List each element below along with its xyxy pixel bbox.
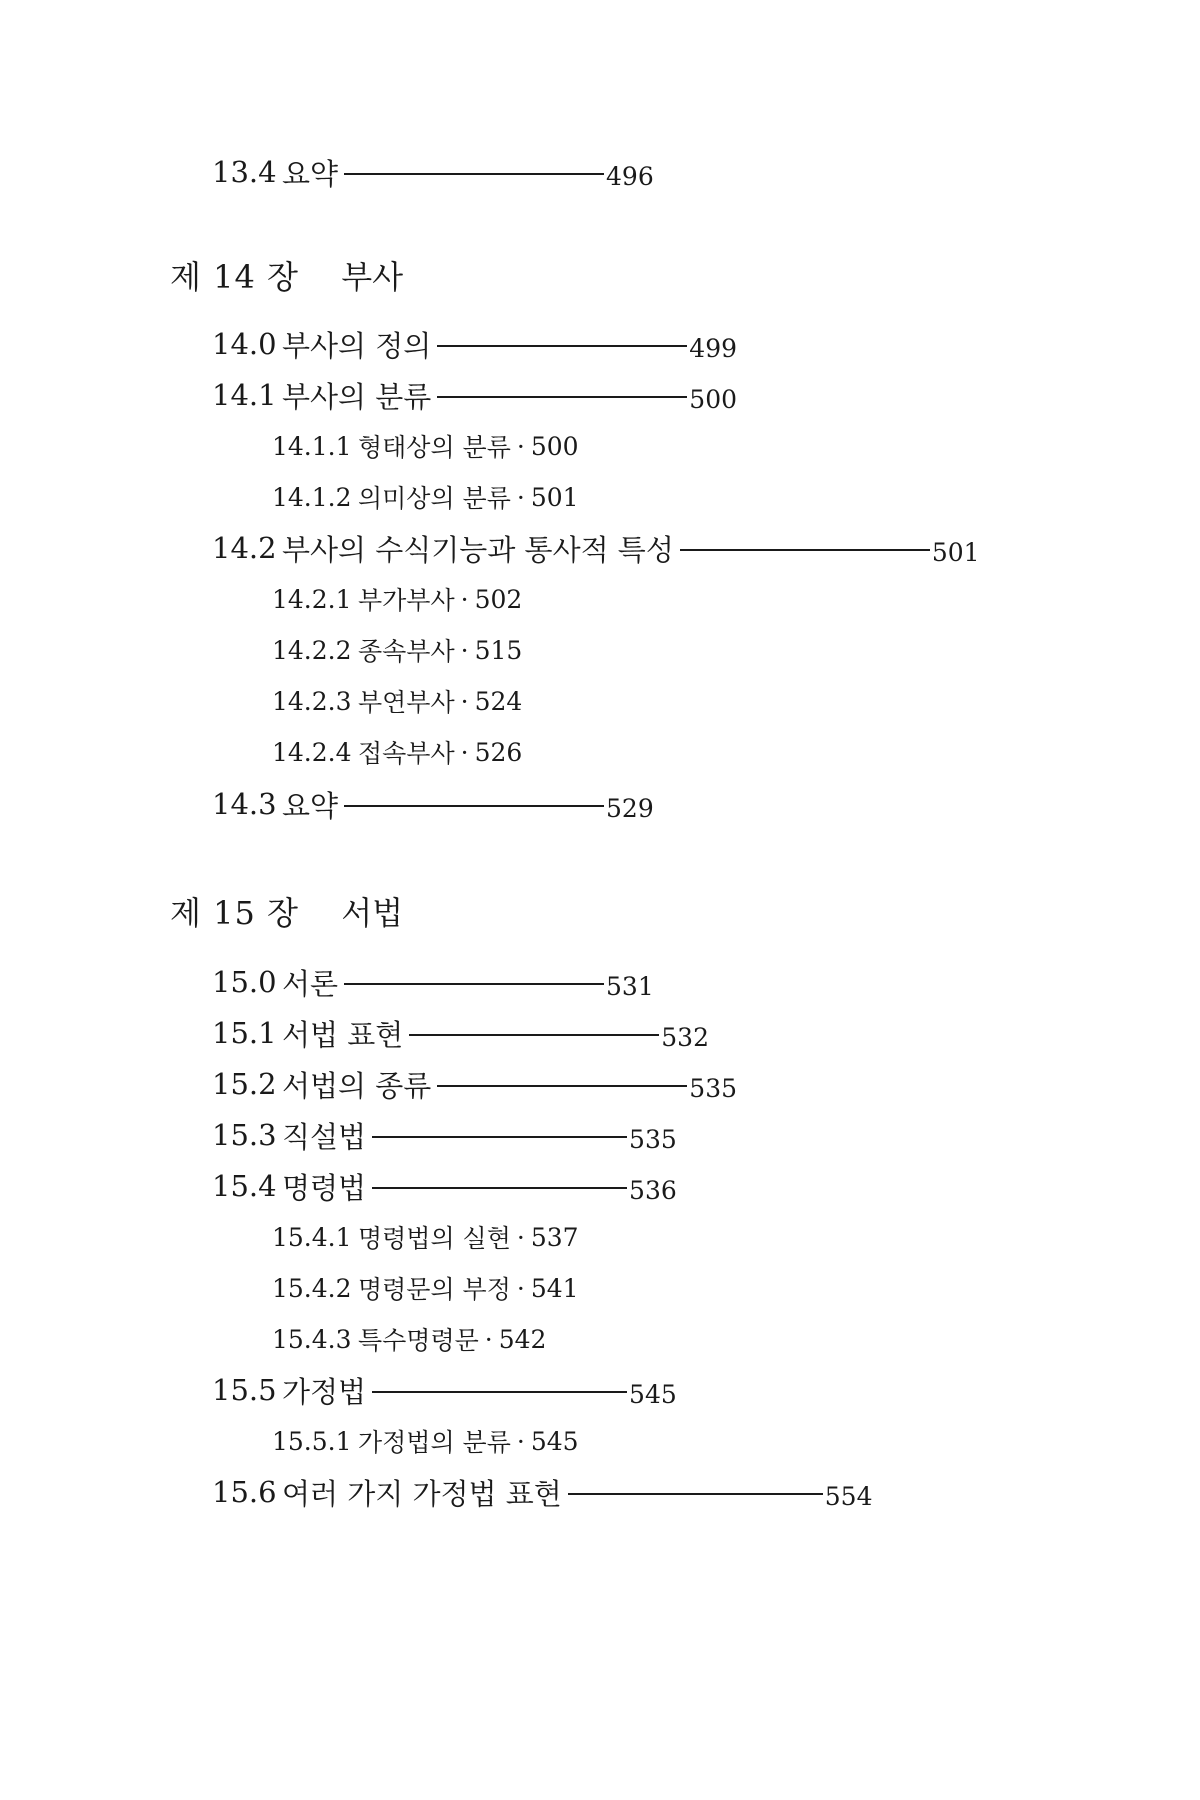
section-number: 14.0 [212,327,277,361]
toc-entry[interactable] [212,1062,737,1106]
section-number: 15.0 [212,965,277,999]
section-number: 14.3 [212,787,277,821]
page-number: 535 [689,1073,738,1103]
page-number: 537 [530,1222,579,1252]
subsection-number: 15.4.2 [272,1273,352,1303]
section-number: 15.6 [212,1475,277,1509]
subsection-number: 15.4.3 [272,1324,352,1354]
section-number: 15.1 [212,1016,277,1050]
dot-leader [437,345,687,347]
section-title: 서론 [282,966,339,1001]
subsection-number: 15.5.1 [272,1426,352,1456]
page-number: 499 [689,333,738,363]
chapter-title: 부사 [341,258,404,296]
section-number: 15.4 [212,1169,277,1203]
toc-entry[interactable] [212,1113,677,1157]
page-number: 501 [530,482,579,512]
subsection-title: 명령법의 실현 [358,1224,511,1253]
chapter-title: 서법 [341,894,404,932]
toc-entry[interactable] [212,1470,873,1514]
page-number: 536 [629,1175,677,1205]
subsection-title: 가정법의 분류 [358,1428,511,1457]
toc-subentry[interactable] [272,475,579,519]
section-title: 명령법 [282,1170,367,1205]
subsection-number: 14.2.1 [272,584,352,614]
section-title: 부사의 분류 [282,379,432,414]
subsection-title: 특수명령문 [358,1326,479,1355]
page-number: 542 [498,1324,547,1354]
toc-entry[interactable] [212,782,654,826]
toc-entry[interactable] [212,1368,677,1412]
section-title: 부사의 정의 [282,328,432,363]
toc-subentry[interactable] [272,679,522,723]
section-title: 부사의 수식기능과 통사적 특성 [282,532,674,567]
dot-leader [437,396,687,398]
toc-subentry[interactable] [272,1215,579,1259]
page-number: 532 [661,1022,709,1052]
toc-entry[interactable] [212,1011,709,1055]
toc-entry[interactable] [212,1164,677,1208]
dot-leader [680,549,930,551]
page-number: 545 [530,1426,579,1456]
chapter-heading-15 [170,888,403,934]
toc-subentry[interactable] [272,1419,579,1463]
page-number: 496 [606,161,654,191]
subsection-title: 부가부사 [358,586,455,615]
separator-dot: · [516,1273,525,1303]
toc-entry[interactable] [212,526,980,570]
toc-entry-13-4[interactable] [212,150,654,194]
toc-entry[interactable] [212,373,737,417]
dot-leader [372,1136,627,1138]
chapter-heading-14 [170,252,403,298]
separator-dot: · [484,1324,493,1354]
subsection-number: 14.2.2 [272,635,352,665]
page-number: 500 [530,431,579,461]
subsection-number: 14.1.2 [272,482,352,512]
subsection-title: 형태상의 분류 [358,433,511,462]
page-number: 541 [530,1273,579,1303]
toc-subentry[interactable] [272,628,522,672]
subsection-title: 명령문의 부정 [358,1275,511,1304]
subsection-number: 15.4.1 [272,1222,352,1252]
separator-dot: · [460,737,469,767]
section-title: 요약 [282,788,339,823]
dot-leader [372,1391,627,1393]
page-number: 535 [629,1124,677,1154]
section-number: 15.2 [212,1067,277,1101]
separator-dot: · [516,482,525,512]
toc-entry[interactable] [212,960,654,1004]
separator-dot: · [460,635,469,665]
subsection-title: 부연부사 [358,688,455,717]
dot-leader [344,805,604,807]
page-number: 529 [606,793,654,823]
section-title: 서법 표현 [282,1017,404,1052]
subsection-number: 14.2.4 [272,737,352,767]
toc-subentry[interactable] [272,1317,546,1361]
page-number: 554 [824,1481,873,1511]
dot-leader [568,1493,823,1495]
section-title: 여러 가지 가정법 표현 [282,1476,562,1511]
separator-dot: · [516,1222,525,1252]
page-number: 531 [606,971,654,1001]
separator-dot: · [516,1426,525,1456]
separator-dot: · [460,686,469,716]
toc-subentry[interactable] [272,730,522,774]
dot-leader [344,173,604,175]
toc-subentry[interactable] [272,1266,579,1310]
separator-dot: · [460,584,469,614]
page-number: 500 [689,384,738,414]
section-title: 요약 [282,156,339,191]
subsection-number: 14.1.1 [272,431,352,461]
toc-entry[interactable] [212,322,737,366]
dot-leader [372,1187,627,1189]
section-title: 직설법 [282,1119,367,1154]
section-title: 가정법 [282,1374,367,1409]
section-number: 15.5 [212,1373,277,1407]
section-title: 서법의 종류 [282,1068,432,1103]
dot-leader [344,983,604,985]
toc-subentry[interactable] [272,424,579,468]
section-number: 15.3 [212,1118,277,1152]
dot-leader [409,1034,659,1036]
chapter-label: 제 14 장 [170,258,299,296]
dot-leader [437,1085,687,1087]
subsection-number: 14.2.3 [272,686,352,716]
page-number: 545 [629,1379,677,1409]
page-number: 524 [474,686,523,716]
section-number: 14.1 [212,378,277,412]
chapter-label: 제 15 장 [170,894,299,932]
page-number: 526 [474,737,523,767]
separator-dot: · [516,431,525,461]
section-number: 14.2 [212,531,277,565]
subsection-title: 의미상의 분류 [358,484,511,513]
page-number: 515 [474,635,523,665]
toc-subentry[interactable] [272,577,522,621]
page-number: 501 [931,537,980,567]
page-number: 502 [474,584,523,614]
subsection-title: 종속부사 [358,637,455,666]
subsection-title: 접속부사 [358,739,455,768]
section-number: 13.4 [212,155,277,189]
